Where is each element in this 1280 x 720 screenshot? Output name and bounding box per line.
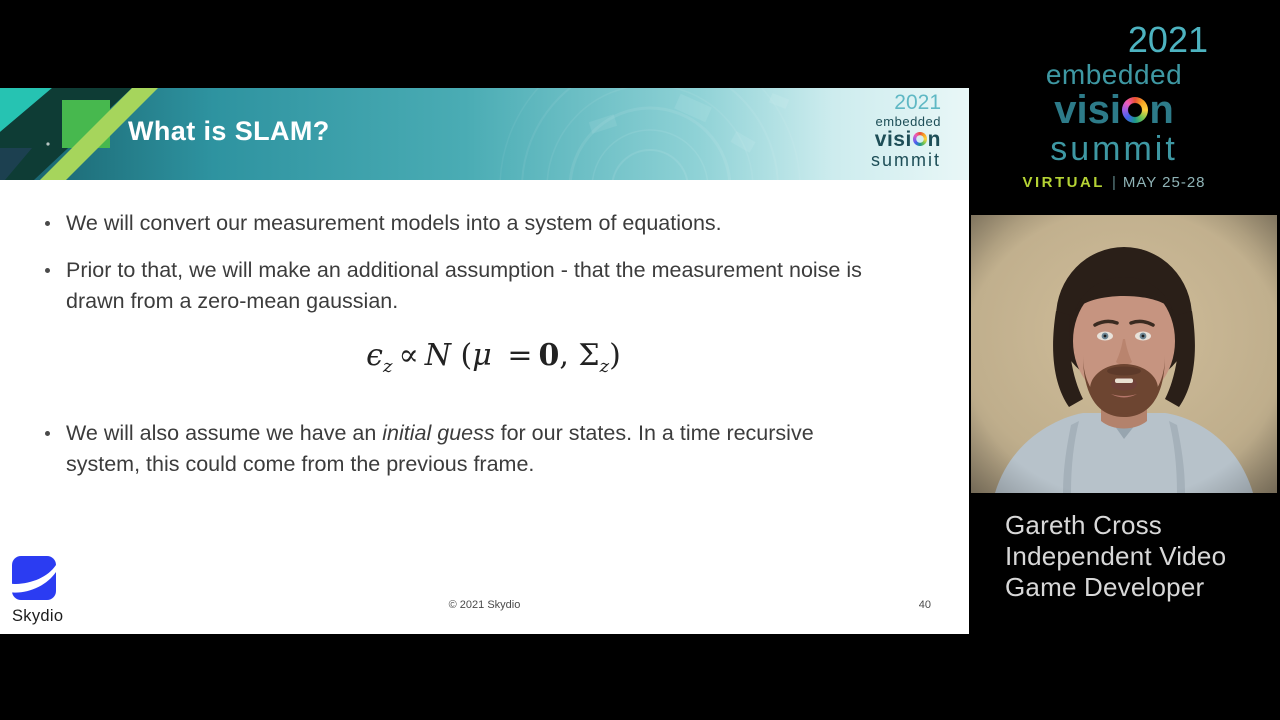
speaker-webcam-video	[971, 215, 1277, 493]
evs-logo-small	[871, 92, 941, 171]
bullet-dot	[45, 268, 50, 273]
skydio-wordmark: Skydio	[12, 607, 64, 625]
speaker-role-line1: Independent Video	[1005, 541, 1227, 571]
slide-title: What is SLAM?	[128, 116, 330, 146]
speaker-caption	[1005, 510, 1226, 603]
slide-header	[0, 88, 969, 180]
evs-summit: summit	[1050, 130, 1178, 168]
bullet-item-1: We will convert our measurement models into a system of equations.	[42, 208, 887, 239]
evs-year: 2021	[1127, 19, 1208, 60]
vision-o-icon	[913, 132, 927, 146]
copyright-text: © 2021 Skydio	[448, 599, 521, 611]
evs-embedded: embedded	[1045, 59, 1183, 90]
bullet-item-2: Prior to that, we will make an additional assumption - that the measurement noise is drawn from a zero-mean gaussian.	[42, 255, 887, 317]
skydio-logo	[12, 556, 82, 626]
evs-logo-large	[1018, 19, 1210, 191]
evs-vision: visi n	[874, 127, 941, 151]
speaker-name: Gareth Cross	[1005, 510, 1163, 540]
circuit-watermark-icon	[440, 88, 860, 180]
evs-year: 2021	[894, 91, 941, 114]
bullet-item-3: We will also assume we have an initial guess for our states. In a time recursive system, this could come from the previous frame.	[42, 418, 887, 480]
evs-embedded: embedded	[875, 113, 941, 129]
speaker-portrait	[971, 215, 1277, 493]
presentation-slide	[0, 88, 969, 634]
page-number: 40	[918, 599, 931, 611]
skydio-mark-icon	[12, 556, 56, 600]
bullet-dot	[45, 221, 50, 226]
evs-virtual-line: VIRTUAL | MAY 25-28	[1022, 174, 1206, 191]
bullet-dot	[45, 431, 50, 436]
vision-o-icon	[1122, 97, 1148, 123]
evs-vision: visi n	[1054, 88, 1174, 132]
evs-summit: summit	[871, 150, 941, 171]
gaussian-noise-formula: $\epsilon_z \propto N$ (μ = 0, $\Sigma_z$)	[366, 338, 621, 377]
speaker-role-line2: Game Developer	[1005, 572, 1205, 602]
slide-content	[42, 208, 887, 496]
